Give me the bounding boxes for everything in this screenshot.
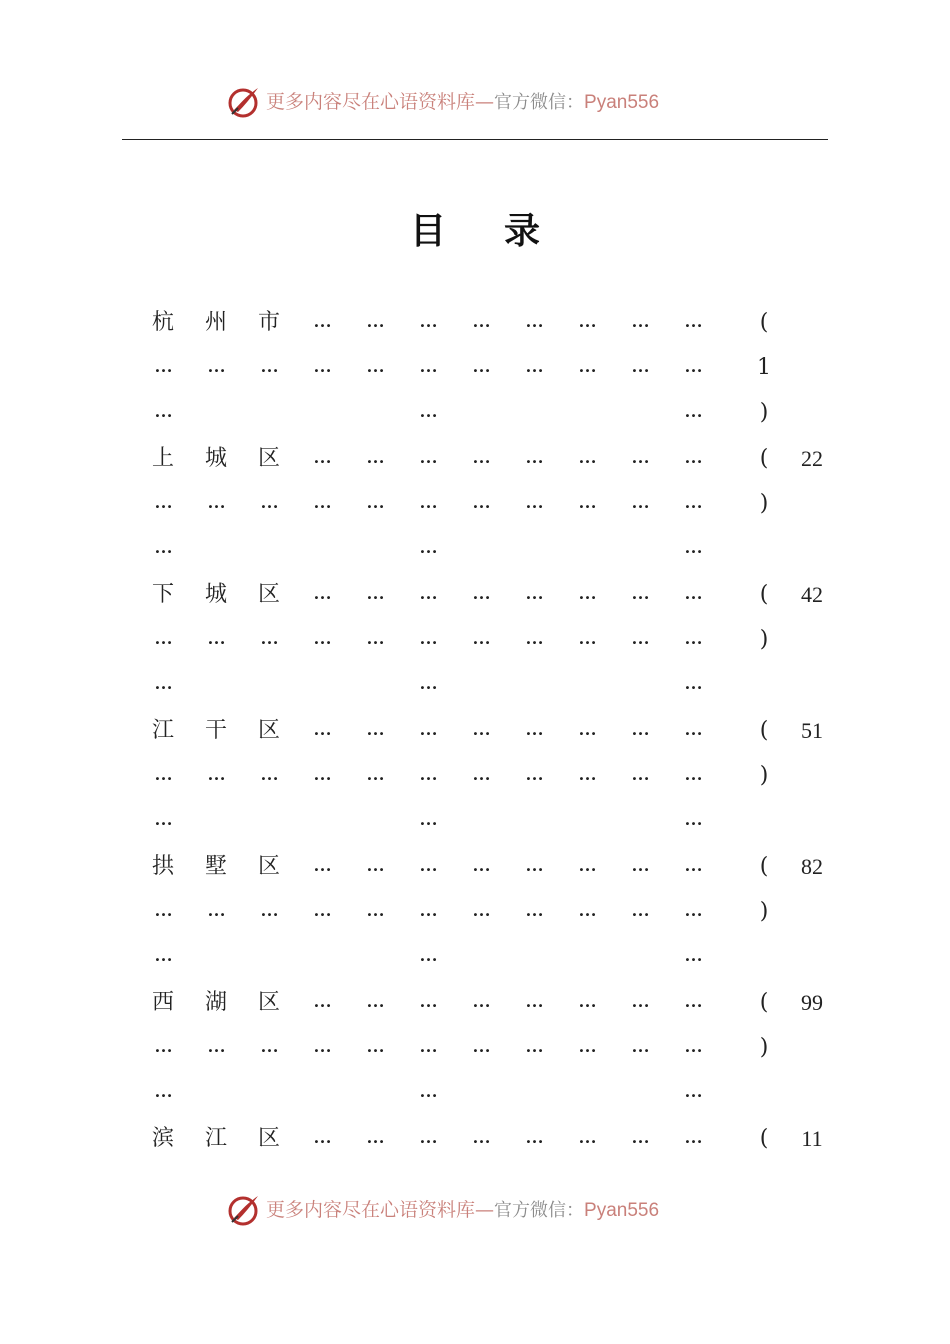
dot-leader: … <box>472 447 490 467</box>
dot-leader: … <box>207 356 225 376</box>
dot-leader: … <box>525 900 543 920</box>
paren-open: ( <box>759 854 769 879</box>
watermark-main: 更多内容尽在心语资料库 <box>266 91 476 113</box>
dot-leader: … <box>525 991 543 1011</box>
paren-close: ) <box>759 627 769 652</box>
watermark-dash: — <box>475 1199 495 1221</box>
paren-close: ) <box>759 1035 769 1060</box>
dot-leader: … <box>313 991 331 1011</box>
paren-open: ( <box>759 1126 769 1151</box>
dot-leader: … <box>525 1036 543 1056</box>
dot-leader: … <box>525 583 543 603</box>
quill-logo-icon <box>226 1192 262 1228</box>
dot-leader: … <box>366 900 384 920</box>
dot-leader: … <box>419 1081 437 1101</box>
dot-leader: … <box>419 945 437 965</box>
dot-leader: … <box>472 855 490 875</box>
dot-leader: … <box>578 492 596 512</box>
paren-open: ( <box>759 718 769 743</box>
dot-leader: … <box>154 809 172 829</box>
dot-leader: … <box>207 628 225 648</box>
dot-leader: … <box>578 356 596 376</box>
entry-char: 市 <box>257 310 280 335</box>
dot-leader: … <box>578 900 596 920</box>
dot-leader: … <box>578 1127 596 1147</box>
dot-leader: … <box>578 628 596 648</box>
dot-leader: … <box>472 1127 490 1147</box>
dot-leader: … <box>154 673 172 693</box>
dot-leader: … <box>154 356 172 376</box>
entry-char: 滨 <box>151 1126 174 1151</box>
title-char-1: 目 <box>409 210 446 252</box>
dot-leader: … <box>154 1036 172 1056</box>
dot-leader: … <box>631 900 649 920</box>
dot-leader: … <box>366 628 384 648</box>
dot-leader: … <box>313 900 331 920</box>
paren-open: ( <box>759 990 769 1015</box>
watermark-dash: — <box>475 91 495 113</box>
dot-leader: … <box>366 855 384 875</box>
dot-leader: … <box>260 900 278 920</box>
dot-leader: … <box>260 1036 278 1056</box>
dot-leader: … <box>631 583 649 603</box>
dot-leader: … <box>366 1036 384 1056</box>
dot-leader: … <box>313 492 331 512</box>
dot-leader: … <box>578 764 596 784</box>
dot-leader: … <box>472 1036 490 1056</box>
dot-leader: … <box>366 583 384 603</box>
dot-leader: … <box>154 628 172 648</box>
dot-leader: … <box>260 764 278 784</box>
entry-char: 江 <box>151 718 174 743</box>
dot-leader: … <box>366 1127 384 1147</box>
dot-leader: … <box>578 855 596 875</box>
dot-leader: … <box>525 1127 543 1147</box>
dot-leader: … <box>366 356 384 376</box>
entry-char: 区 <box>257 1126 280 1151</box>
dot-leader: … <box>260 628 278 648</box>
dot-leader: … <box>631 492 649 512</box>
dot-leader: … <box>578 719 596 739</box>
dot-leader: … <box>207 900 225 920</box>
dot-leader: … <box>578 311 596 331</box>
dot-leader: … <box>419 311 437 331</box>
dot-leader: … <box>366 991 384 1011</box>
dot-leader: … <box>419 673 437 693</box>
entry-char: 下 <box>151 582 174 607</box>
dot-leader: … <box>313 855 331 875</box>
entry-char: 区 <box>257 582 280 607</box>
dot-leader: … <box>313 311 331 331</box>
dot-leader: … <box>366 719 384 739</box>
dot-leader: … <box>631 764 649 784</box>
dot-leader: … <box>525 628 543 648</box>
paren-open: ( <box>759 582 769 607</box>
dot-leader: … <box>313 583 331 603</box>
entry-char: 区 <box>257 718 280 743</box>
entry-char: 区 <box>257 990 280 1015</box>
dot-leader: … <box>313 1036 331 1056</box>
page-number: 42 <box>801 582 823 607</box>
dot-leader: … <box>578 991 596 1011</box>
page-number: 51 <box>801 718 823 743</box>
dot-leader: … <box>684 945 702 965</box>
dot-leader: … <box>313 764 331 784</box>
page-number: 1 <box>757 355 771 380</box>
paren-open: ( <box>759 446 769 471</box>
dot-leader: … <box>684 537 702 557</box>
dot-leader: … <box>154 900 172 920</box>
dot-leader: … <box>684 492 702 512</box>
dot-leader: … <box>207 764 225 784</box>
dot-leader: … <box>419 764 437 784</box>
watermark-main: 更多内容尽在心语资料库 <box>266 1199 476 1221</box>
dot-leader: … <box>631 628 649 648</box>
dot-leader: … <box>631 991 649 1011</box>
dot-leader: … <box>684 1127 702 1147</box>
dot-leader: … <box>578 583 596 603</box>
watermark-official: 官方微信： <box>494 1200 585 1221</box>
dot-leader: … <box>207 1036 225 1056</box>
paren-open: ( <box>759 310 769 335</box>
entry-char: 干 <box>204 718 227 743</box>
watermark-wechat-id: Pyan556 <box>584 1200 660 1221</box>
dot-leader: … <box>154 492 172 512</box>
dot-leader: … <box>366 764 384 784</box>
dot-leader: … <box>684 1081 702 1101</box>
dot-leader: … <box>472 356 490 376</box>
dot-leader: … <box>631 1127 649 1147</box>
dot-leader: … <box>419 809 437 829</box>
dot-leader: … <box>525 764 543 784</box>
dot-leader: … <box>207 492 225 512</box>
dot-leader: … <box>684 628 702 648</box>
dot-leader: … <box>472 991 490 1011</box>
dot-leader: … <box>419 401 437 421</box>
watermark-official: 官方微信： <box>494 92 585 113</box>
entry-char: 湖 <box>204 990 227 1015</box>
dot-leader: … <box>419 719 437 739</box>
dot-leader: … <box>472 719 490 739</box>
entry-char: 城 <box>204 446 227 471</box>
dot-leader: … <box>154 764 172 784</box>
dot-leader: … <box>472 311 490 331</box>
dot-leader: … <box>313 356 331 376</box>
dot-leader: … <box>525 855 543 875</box>
dot-leader: … <box>631 311 649 331</box>
entry-char: 上 <box>151 446 174 471</box>
paren-close: ) <box>759 491 769 516</box>
dot-leader: … <box>154 1081 172 1101</box>
dot-leader: … <box>419 583 437 603</box>
watermark-text <box>266 1196 659 1225</box>
dot-leader: … <box>684 764 702 784</box>
entry-char: 江 <box>204 1126 227 1151</box>
title-char-2: 录 <box>504 210 541 252</box>
dot-leader: … <box>525 447 543 467</box>
dot-leader: … <box>684 855 702 875</box>
dot-leader: … <box>684 447 702 467</box>
dot-leader: … <box>419 900 437 920</box>
dot-leader: … <box>684 356 702 376</box>
dot-leader: … <box>260 356 278 376</box>
dot-leader: … <box>684 809 702 829</box>
dot-leader: … <box>419 1127 437 1147</box>
page-number: 82 <box>801 854 823 879</box>
entry-char: 州 <box>204 310 227 335</box>
dot-leader: … <box>419 492 437 512</box>
dot-leader: … <box>525 356 543 376</box>
page-number: 99 <box>801 990 823 1015</box>
dot-leader: … <box>313 719 331 739</box>
paren-close: ) <box>759 400 769 425</box>
dot-leader: … <box>578 1036 596 1056</box>
dot-leader: … <box>631 1036 649 1056</box>
dot-leader: … <box>313 1127 331 1147</box>
dot-leader: … <box>684 991 702 1011</box>
dot-leader: … <box>419 356 437 376</box>
dot-leader: … <box>631 447 649 467</box>
paren-close: ) <box>759 763 769 788</box>
entry-char: 城 <box>204 582 227 607</box>
dot-leader: … <box>366 492 384 512</box>
dot-leader: … <box>154 945 172 965</box>
entry-char: 区 <box>257 446 280 471</box>
dot-leader: … <box>366 447 384 467</box>
dot-leader: … <box>260 492 278 512</box>
dot-leader: … <box>631 719 649 739</box>
page-number: 22 <box>801 446 823 471</box>
dot-leader: … <box>684 900 702 920</box>
dot-leader: … <box>472 764 490 784</box>
dot-leader: … <box>313 628 331 648</box>
dot-leader: … <box>419 447 437 467</box>
dot-leader: … <box>154 537 172 557</box>
dot-leader: … <box>684 719 702 739</box>
entry-char: 西 <box>151 990 174 1015</box>
watermark-wechat-id: Pyan556 <box>584 92 660 113</box>
page-number: 11 <box>801 1126 823 1151</box>
dot-leader: … <box>419 537 437 557</box>
dot-leader: … <box>631 855 649 875</box>
entry-char: 杭 <box>151 310 174 335</box>
dot-leader: … <box>154 401 172 421</box>
dot-leader: … <box>472 900 490 920</box>
footer-watermark <box>0 1188 950 1232</box>
dot-leader: … <box>525 311 543 331</box>
dot-leader: … <box>684 1036 702 1056</box>
dot-leader: … <box>419 1036 437 1056</box>
dot-leader: … <box>578 447 596 467</box>
dot-leader: … <box>472 583 490 603</box>
dot-leader: … <box>684 311 702 331</box>
dot-leader: … <box>684 583 702 603</box>
dot-leader: … <box>684 673 702 693</box>
entry-char: 拱 <box>151 854 174 879</box>
dot-leader: … <box>525 492 543 512</box>
entry-char: 墅 <box>204 854 227 879</box>
dot-leader: … <box>631 356 649 376</box>
dot-leader: … <box>419 628 437 648</box>
dot-leader: … <box>472 628 490 648</box>
dot-leader: … <box>313 447 331 467</box>
dot-leader: … <box>472 492 490 512</box>
dot-leader: … <box>525 719 543 739</box>
entry-char: 区 <box>257 854 280 879</box>
dot-leader: … <box>684 401 702 421</box>
paren-close: ) <box>759 899 769 924</box>
dot-leader: … <box>366 311 384 331</box>
dot-leader: … <box>419 855 437 875</box>
dot-leader: … <box>419 991 437 1011</box>
